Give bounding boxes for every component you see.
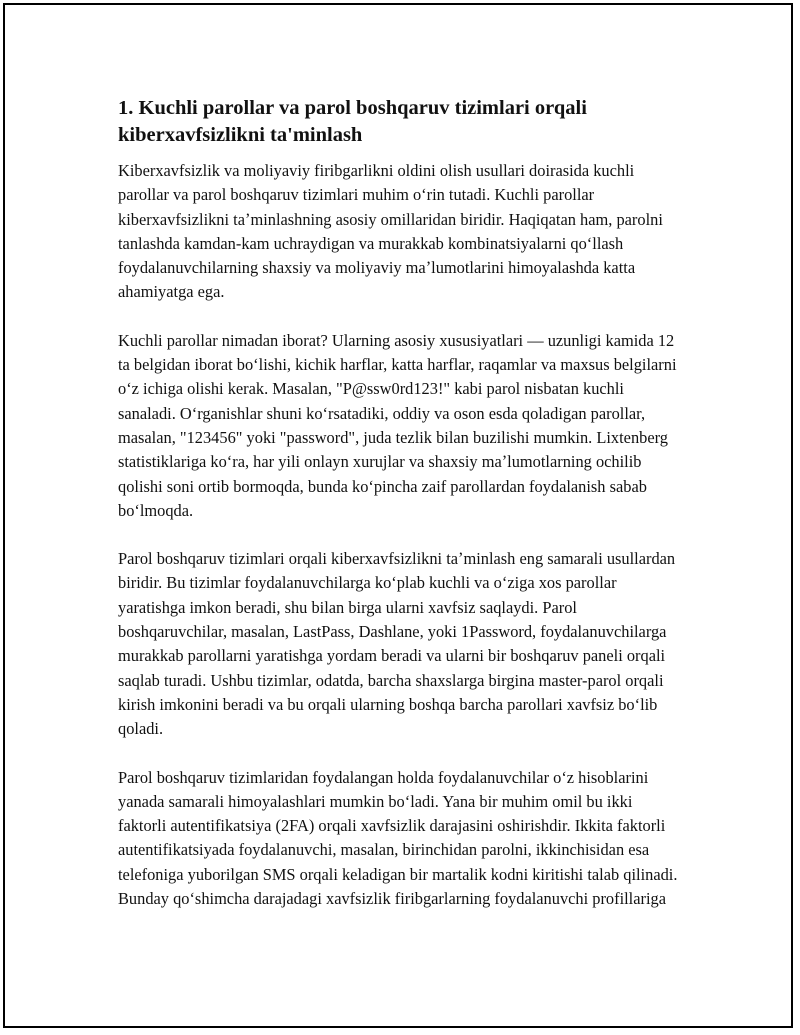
paragraph-4: Parol boshqaruv tizimlaridan foydalangan holda foydalanuvchilar oʻz hisoblarini yanada samarali himoyalashlari mumkin boʻladi. Yana bir muhim omil bu ikki faktorli autentifikatsiya (2FA) orqali xavfsizlik darajasini oshirishdir. Ikkita faktorli autentifikatsiyada foydalanuvchi, masalan, birinchidan parolni, ikkinchisidan esa telefoniga yuborilgan SMS orqali keladigan bir martalik kodni kiritishi talab qilinadi. Bunday qoʻshimcha darajadagi xavfsizlik firibgarlarning foydalanuvchi profillariga [118, 767, 678, 909]
section-heading: 1. Kuchli parollar va parol boshqaruv tizimlari orqali kiberxavfsizlikni ta'minlash [118, 97, 587, 146]
paragraph-3: Parol boshqaruv tizimlari orqali kiberxavfsizlikni taʼminlash eng samarali usullardan biridir. Bu tizimlar foydalanuvchilarga koʻplab kuchli va oʻziga xos parollar yaratishga imkon beradi, shu bilan birga ularni xavfsiz saqlaydi. Parol boshqaruvchilar, masalan, LastPass, Dashlane, yoki 1Password, foydalanuvchilarga murakkab parollarni yaratishga yordam beradi va ularni bir boshqaruv paneli orqali saqlab turadi. Ushbu tizimlar, odatda, barcha shaxslarga birgina master-parol orqali kirish imkonini beradi va bu orqali ularning boshqa barcha parollari xavfsiz boʻlib qoladi. [118, 549, 676, 739]
paragraph-2: Kuchli parollar nimadan iborat? Ularning asosiy xususiyatlari — uzunligi kamida 12 ta belgidan iborat boʻlishi, kichik harflar, katta harflar, raqamlar va maxsus belgilarni oʻz ichiga olishi kerak. Masalan, "P@ssw0rd123!" kabi parol nisbatan kuchli sanaladi. Oʻrganishlar shuni koʻrsatadiki, oddiy va oson esda qoladigan parollar, masalan, "123456" yoki "password", juda tezlik bilan buzilishi mumkin. Lixtenberg statistiklariga koʻra, har yili onlayn xurujlar va shaxsiy maʼlumotlarning ochilib qolishi soni ortib bormoqda, bunda koʻpincha zaif parollardan foydalanish sabab boʻlmoqda. [118, 330, 677, 520]
paragraph-1: Kiberxavfsizlik va moliyaviy firibgarlikni oldini olish usullari doirasida kuchli parollar va parol boshqaruv tizimlari muhim oʻrin tutadi. Kuchli parollar kiberxavfsizlikni taʼminlashning asosiy omillaridan biridir. Haqiqatan ham, parolni tanlashda kamdan-kam uchraydigan va murakkab kombinatsiyalarni qoʻllash foydalanuvchilarning shaxsiy va moliyaviy maʼlumotlarini himoyalashda katta ahamiyatga ega. [118, 161, 663, 302]
document-body [118, 95, 678, 935]
